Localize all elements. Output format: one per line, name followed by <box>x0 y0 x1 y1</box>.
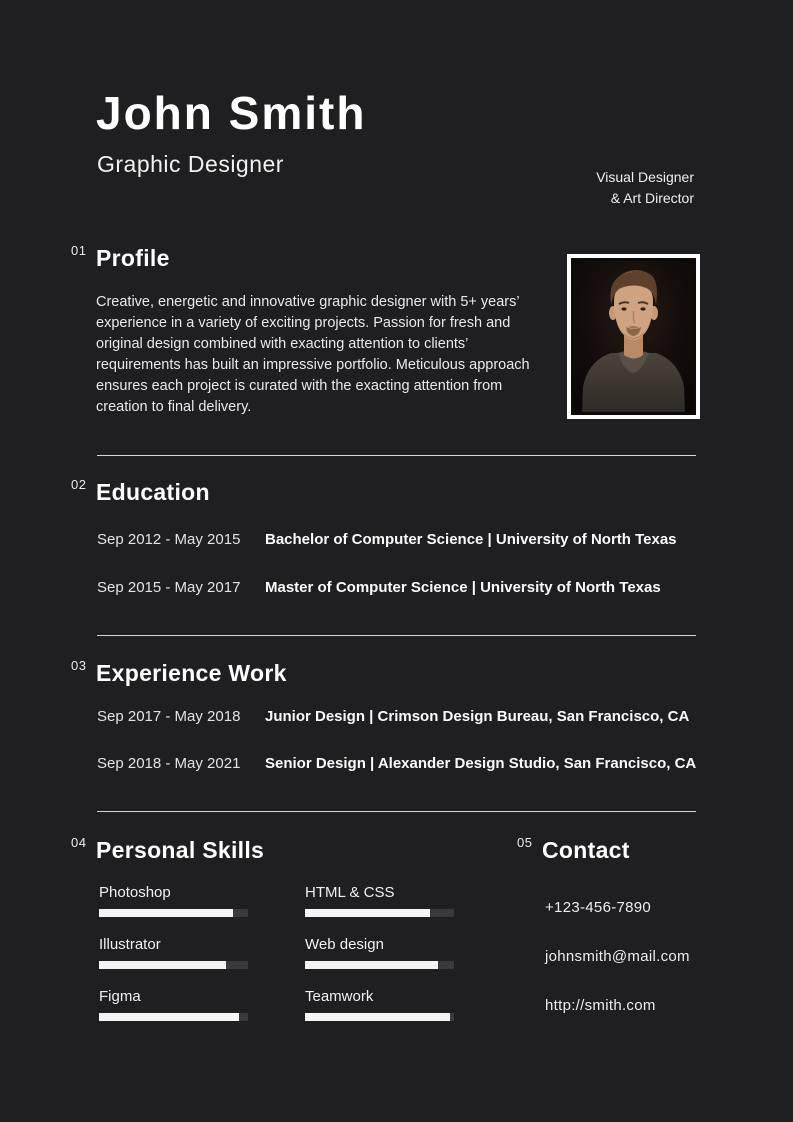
section-title: Personal Skills <box>96 837 265 863</box>
divider <box>97 635 696 636</box>
contact-website[interactable]: http://smith.com <box>545 997 656 1014</box>
date-range: Sep 2017 - May 2018 <box>97 708 241 725</box>
divider <box>97 811 696 812</box>
section-number: 02 <box>71 477 87 492</box>
contact-email[interactable]: johnsmith@mail.com <box>545 948 690 965</box>
skill-bar <box>99 1013 248 1021</box>
section-heading-experience <box>71 660 287 687</box>
contact-phone[interactable]: +123-456-7890 <box>545 899 652 916</box>
section-title: Experience Work <box>96 660 287 686</box>
detail-text: Junior Design | Crimson Design Bureau, San Francisco, CA <box>265 708 690 725</box>
skill-bar <box>305 909 454 917</box>
education-row <box>97 531 677 548</box>
section-number: 04 <box>71 835 87 850</box>
skill-label: Teamwork <box>305 988 374 1005</box>
date-range: Sep 2018 - May 2021 <box>97 755 241 772</box>
section-number: 01 <box>71 243 87 258</box>
profile-text: Creative, energetic and innovative graphic designer with 5+ years’ experience in a variety of exciting projects. Passion for fresh and original design combined with exacting attention to clients’ requirements has built an impressive portfolio. Meticulous approach ensures each project is curated with the exacting attention from creation to final delivery. <box>96 294 530 415</box>
skill-bar-fill <box>99 1013 239 1021</box>
skill-label: Web design <box>305 936 384 953</box>
detail-text: Bachelor of Computer Science | University of North Texas <box>265 531 677 548</box>
section-heading-profile <box>71 245 170 272</box>
skill-label: Illustrator <box>99 936 161 953</box>
detail-text: Senior Design | Alexander Design Studio, San Francisco, CA <box>265 755 697 772</box>
skill-item <box>99 988 248 1021</box>
section-title: Profile <box>96 245 170 271</box>
section-heading-skills <box>71 837 264 864</box>
divider <box>97 455 696 456</box>
date-range: Sep 2012 - May 2015 <box>97 531 241 548</box>
experience-row <box>97 708 689 725</box>
section-number: 03 <box>71 658 87 673</box>
date-range: Sep 2015 - May 2017 <box>97 579 241 596</box>
skill-bar <box>99 909 248 917</box>
person-role: Graphic Designer <box>97 151 284 177</box>
skill-label: HTML & CSS <box>305 884 395 901</box>
skill-item <box>305 884 454 917</box>
skill-item <box>305 988 454 1021</box>
skill-bar-fill <box>305 909 430 917</box>
tagline <box>596 167 694 209</box>
skill-item <box>99 936 248 969</box>
section-title: Education <box>96 479 210 505</box>
section-heading-education <box>71 479 210 506</box>
portrait-illustration <box>574 261 693 412</box>
skill-bar <box>99 961 248 969</box>
experience-row <box>97 755 696 772</box>
section-heading-contact <box>517 837 630 864</box>
skill-bar-fill <box>99 909 233 917</box>
profile-photo <box>567 254 700 419</box>
skill-item <box>99 884 248 917</box>
education-row <box>97 579 661 596</box>
tagline-line-2: & Art Director <box>610 190 694 206</box>
skill-bar-fill <box>305 1013 450 1021</box>
skill-bar <box>305 961 454 969</box>
skill-bar-fill <box>99 961 226 969</box>
section-number: 05 <box>517 835 533 850</box>
person-name: John Smith <box>96 87 367 139</box>
section-title: Contact <box>542 837 630 863</box>
skill-bar <box>305 1013 454 1021</box>
skill-label: Figma <box>99 988 141 1005</box>
tagline-line-1: Visual Designer <box>596 169 694 185</box>
skill-item <box>305 936 454 969</box>
detail-text: Master of Computer Science | University of North Texas <box>265 579 661 596</box>
portrait-image <box>571 258 696 415</box>
skill-label: Photoshop <box>99 884 171 901</box>
skill-bar-fill <box>305 961 438 969</box>
